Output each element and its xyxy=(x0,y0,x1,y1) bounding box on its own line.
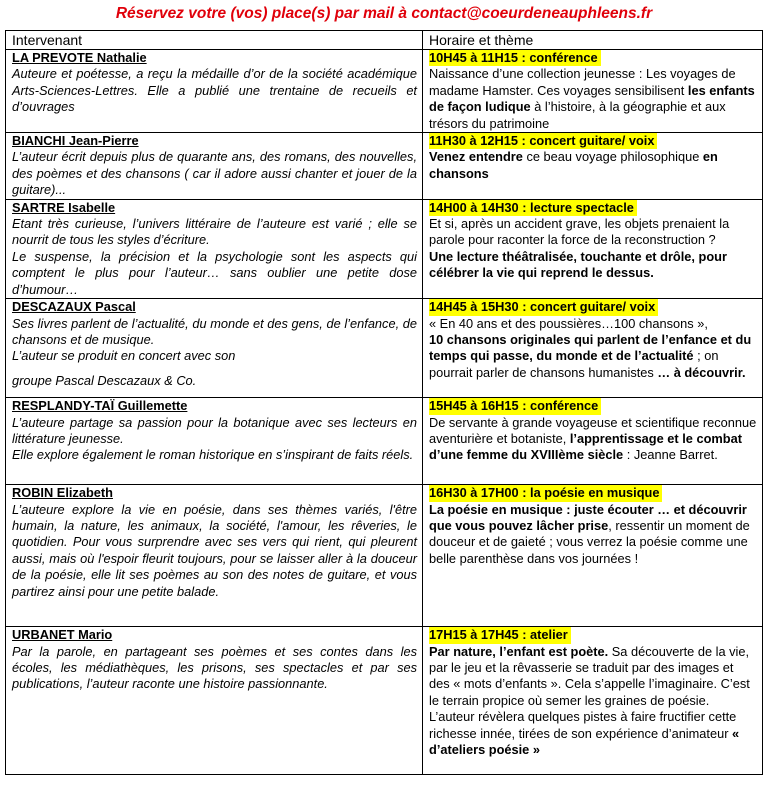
speaker-cell xyxy=(6,199,423,298)
speaker-bio: L’auteure partage sa passion pour la botanique avec ses lecteurs en littérature jeunesse. xyxy=(12,414,417,446)
speaker-name: URBANET Mario xyxy=(12,627,113,643)
table-row xyxy=(6,133,763,200)
time-slot: 11H30 à 12H15 : concert guitare/ voix xyxy=(429,133,657,149)
time-slot: 14H45 à 15H30 : concert guitare/ voix xyxy=(429,299,658,315)
theme-highlight: Venez entendre xyxy=(429,149,523,165)
table-row xyxy=(6,485,763,627)
table-header-row xyxy=(6,31,763,50)
theme-highlight: en chansons xyxy=(429,149,718,181)
speaker-cell xyxy=(6,133,423,200)
theme-text: ce beau voyage philosophique xyxy=(522,149,703,165)
theme-text: De servante à grande voyageuse et scientifique reconnue aventurière et botaniste, xyxy=(429,414,757,446)
theme-text: Naissance d’une collection jeunesse : Les voyages de madame Hamster. Ces voyages sensibilisent xyxy=(429,66,736,98)
time-slot: 10H45 à 11H15 : conférence xyxy=(429,50,601,66)
time-slot: 14H00 à 14H30 : lecture spectacle xyxy=(429,200,637,216)
table-row xyxy=(6,199,763,298)
speaker-name: SARTRE Isabelle xyxy=(12,199,116,215)
speaker-name: DESCAZAUX Pascal xyxy=(12,299,136,315)
theme-text: , ressentir un moment de douceur et de gaieté ; vous verrez la poésie comme une belle parenthèse dans vos journées ! xyxy=(429,517,750,566)
speaker-bio: L’auteur écrit depuis plus de quarante ans, des romans, des nouvelles, des poèmes et des chansons ( car il adore aussi chanter et jouer de la guitare)... xyxy=(12,149,417,198)
schedule-cell xyxy=(423,299,763,398)
speaker-bio: Elle explore également le roman historique en s’inspirant de faits réels. xyxy=(12,447,414,463)
column-header-speaker: Intervenant xyxy=(6,31,423,50)
theme-text: à l’histoire, à la géographie et aux trésors du patrimoine xyxy=(429,99,726,131)
theme-highlight: « d’ateliers poésie » xyxy=(429,725,740,757)
speaker-bio: Ses livres parlent de l’actualité, du monde et des gens, de l’enfance, de chansons et de musique. xyxy=(12,315,417,347)
program-table xyxy=(5,30,763,775)
speaker-bio: Le suspense, la précision et la psychologie sont les aspects qui comptent le plus pour l’auteur… sans oublier une petite dose d’humour… xyxy=(12,248,417,297)
theme-highlight: les enfants de façon ludique xyxy=(429,82,755,115)
speaker-name: BIANCHI Jean-Pierre xyxy=(12,133,139,149)
theme-highlight: Une lecture théâtralisée, touchante et drôle, pour célébrer la vie qui reprend le dessus. xyxy=(429,248,727,281)
speaker-cell xyxy=(6,398,423,485)
speaker-cell xyxy=(6,627,423,775)
theme-highlight: Par nature, l’enfant est poète. xyxy=(429,643,609,659)
speaker-cell xyxy=(6,485,423,627)
reservation-banner: Réservez votre (vos) place(s) par mail à contact@coeurdeneauphleens.fr xyxy=(115,5,653,22)
theme-highlight: l’apprentissage et le combat d’une femme du XVIIIème siècle xyxy=(429,430,742,463)
table-row xyxy=(6,299,763,398)
speaker-cell xyxy=(6,299,423,398)
theme-text: : Jeanne Barret. xyxy=(623,447,718,463)
speaker-name: RESPLANDY-TAÏ Guillemette xyxy=(12,398,188,414)
schedule-cell xyxy=(423,627,763,775)
schedule-cell xyxy=(423,485,763,627)
speaker-bio: groupe Pascal Descazaux & Co. xyxy=(12,372,197,388)
time-slot: 16H30 à 17H00 : la poésie en musique xyxy=(429,485,662,501)
time-slot: 17H15 à 17H45 : atelier xyxy=(429,627,571,643)
theme-highlight: La poésie en musique : juste écouter … et découvrir que vous pouvez lâcher prise xyxy=(429,501,747,533)
table-row xyxy=(6,50,763,133)
theme-text: Sa découverte de la vie, par le jeu et la rêvasserie se traduit par des images et des « mots d’enfants ». Cela s’appelle l’imaginaire. C’est le terrain propice où semer les graines de poésie. L’auteur révèlera quelques pistes à faire fructifier cette richesse innée, tirées de son expérience d’animateur xyxy=(429,643,750,741)
time-slot: 15H45 à 16H15 : conférence xyxy=(429,398,601,414)
schedule-cell xyxy=(423,50,763,133)
speaker-name: LA PREVOTE Nathalie xyxy=(12,50,147,65)
speaker-bio: L’auteur se produit en concert avec son xyxy=(12,348,236,364)
schedule-cell xyxy=(423,133,763,200)
speaker-name: ROBIN Elizabeth xyxy=(12,485,113,501)
column-header-schedule: Horaire et thème xyxy=(423,31,763,50)
speaker-bio: Auteure et poétesse, a reçu la médaille d’or de la société académique Arts-Sciences-Lettres. Elle a publié une trentaine de recueils et d’ouvrages xyxy=(12,66,417,115)
speaker-bio: Etant très curieuse, l’univers littéraire de l’auteure est varié ; elle se nourrit de tous les styles d’écriture. xyxy=(12,216,417,248)
table-row xyxy=(6,398,763,485)
speaker-cell xyxy=(6,50,423,133)
theme-highlight: 10 chansons originales qui parlent de l’enfance et du temps qui passe, du monde et de l’actualité xyxy=(429,331,752,364)
schedule-cell xyxy=(423,398,763,485)
table-row xyxy=(6,627,763,775)
speaker-bio: Par la parole, en partageant ses poèmes et ses contes dans les écoles, les médiathèques, les prisons, ses spectacles et par ses publications, l’auteur raconte une histoire passionnante. xyxy=(12,643,417,692)
theme-text: Et si, après un accident grave, les objets prenaient la parole pour raconter la force de la reconstruction ? xyxy=(429,216,730,248)
theme-highlight: … à découvrir. xyxy=(657,364,746,380)
speaker-bio: L’auteure explore la vie en poésie, dans ses thèmes variés, l'être humain, la nature, les animaux, la société, l'amour, les rêveries, le quotidien. Pour vous surprendre avec ses vers qui rient, qui pleurent aussi, mais où l'espoir fleurit toujours, pour se laisser aller à la douceur de la poésie, elle lit ses poèmes au son des notes de guitare, et vous partirez ainsi pour une petite balade. xyxy=(12,501,417,599)
theme-text: ; on pourrait parler de chansons humanistes xyxy=(429,348,719,380)
schedule-cell xyxy=(423,199,763,298)
theme-text: « En 40 ans et des poussières…100 chansons », xyxy=(429,315,708,331)
